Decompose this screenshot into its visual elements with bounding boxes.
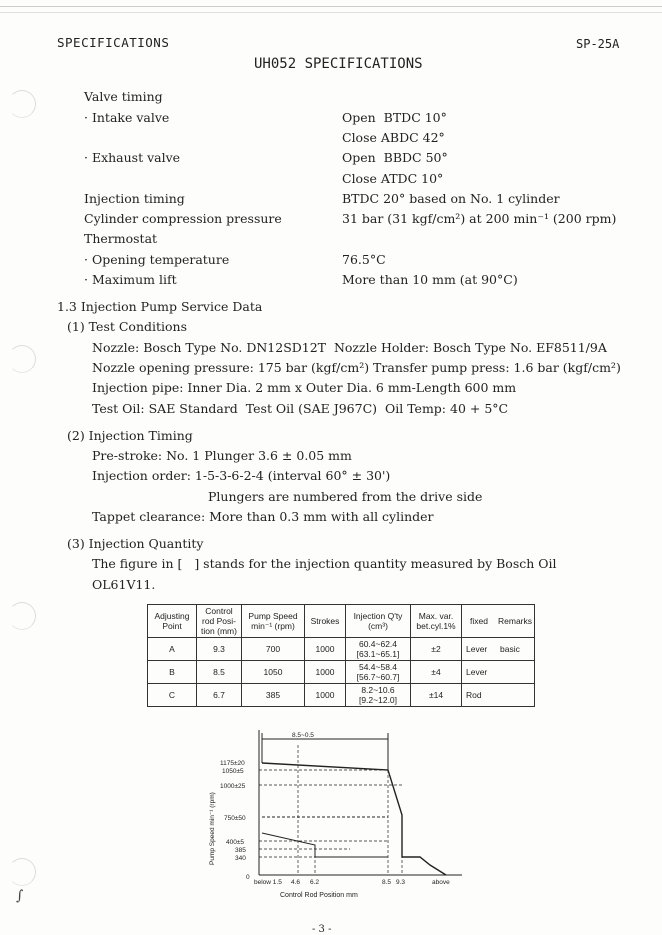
header-left: SPECIFICATIONS	[57, 35, 170, 50]
cell-remarks	[496, 661, 535, 684]
qty-oil: [9.2~12.0]	[358, 695, 398, 705]
injection-order-line: Injection order: 1-5-3-6-2-4 (interval 60° ± 30')	[92, 468, 391, 483]
tappet-line: Tappet clearance: More than 0.3 mm with all cylinder	[92, 509, 434, 524]
nozzle-pressure-line: Nozzle opening pressure: 175 bar (kgf/cm²) Transfer pump press: 1.6 bar (kgf/cm²)	[92, 360, 621, 375]
cell-speed: 385	[242, 684, 305, 707]
governor-curve	[262, 763, 446, 875]
y-tick-340: 340	[235, 855, 246, 862]
cell-speed: 1050	[242, 661, 305, 684]
compression-value: 31 bar (31 kgf/cm²) at 200 min⁻¹ (200 rpm)	[342, 211, 617, 226]
max-lift-label: · Maximum lift	[84, 272, 177, 287]
cell-fixed: Lever	[462, 638, 497, 661]
injection-timing-label: Injection timing	[84, 191, 185, 206]
y-tick-1000: 1000±25	[220, 783, 246, 790]
injection-quantity-table	[147, 604, 535, 707]
x-tick-8-5: 8.5	[382, 879, 392, 886]
thermostat-label: Thermostat	[84, 231, 158, 246]
qty-bosch: 54.4~58.4	[358, 662, 398, 672]
page-number: - 3 -	[312, 924, 332, 935]
col-pump-speed: Pump Speed min⁻¹ (rpm)	[242, 605, 305, 638]
opening-temp-value: 76.5°C	[342, 252, 386, 267]
table-row	[148, 684, 535, 707]
table-header-row	[148, 605, 535, 638]
x-tick-below: below 1.5	[254, 879, 282, 886]
test-oil-line: Test Oil: SAE Standard Test Oil (SAE J967C) Oil Temp: 40 + 5°C	[92, 401, 509, 416]
section-heading: 1.3 Injection Pump Service Data	[57, 299, 263, 314]
cell-qty	[346, 661, 411, 684]
col-max-var: Max. var. bet.cyl.1%	[411, 605, 462, 638]
cell-qty	[346, 638, 411, 661]
intake-open-value: Open BTDC 10°	[342, 110, 447, 125]
table-row	[148, 661, 535, 684]
cell-remarks: basic	[496, 638, 535, 661]
cell-point: C	[148, 684, 197, 707]
x-tick-9-3: 9.3	[396, 879, 406, 886]
test-conditions-heading: (1) Test Conditions	[67, 319, 188, 334]
y-tick-400: 400±5	[226, 839, 245, 846]
qty-oil: [56.7~60.7]	[356, 672, 400, 682]
qty-oil: [63.1~65.1]	[356, 649, 400, 659]
prestroke-line: Pre-stroke: No. 1 Plunger 3.6 ± 0.05 mm	[92, 448, 352, 463]
cell-fixed: Lever	[462, 661, 497, 684]
injection-timing-value: BTDC 20° based on No. 1 cylinder	[342, 191, 560, 206]
col-adjusting-point: Adjusting Point	[148, 605, 197, 638]
handwritten-mark: ∫	[16, 888, 24, 904]
exhaust-open-value: Open BBDC 50°	[342, 150, 448, 165]
col-strokes: Strokes	[305, 605, 346, 638]
injection-pipe-line: Injection pipe: Inner Dia. 2 mm x Outer Dia. 6 mm-Length 600 mm	[92, 380, 517, 395]
lower-curve	[262, 833, 388, 857]
punch-hole	[8, 345, 36, 373]
x-axis-label: Control Rod Position mm	[280, 892, 358, 899]
cell-point: B	[148, 661, 197, 684]
cell-qty	[346, 684, 411, 707]
cell-rod: 9.3	[197, 638, 242, 661]
cell-strokes: 1000	[305, 638, 346, 661]
nozzle-line: Nozzle: Bosch Type No. DN12SD12T Nozzle Holder: Bosch Type No. EF8511/9A	[92, 340, 607, 355]
injection-timing-heading: (2) Injection Timing	[67, 428, 193, 443]
punch-hole	[8, 90, 36, 118]
y-tick-750: 750±50	[224, 815, 246, 822]
x-tick-above: above	[432, 879, 450, 886]
injection-quantity-heading: (3) Injection Quantity	[67, 536, 204, 551]
opening-temp-label: · Opening temperature	[84, 252, 230, 267]
col-injection-qty: Injection Q'ty (cm³)	[346, 605, 411, 638]
cell-fixed: Rod	[462, 684, 497, 707]
col-control-rod: Control rod Posi-tion (mm)	[197, 605, 242, 638]
governor-graph	[200, 725, 470, 905]
valve-timing-heading: Valve timing	[84, 89, 163, 104]
dimension-label: 8.5~0.5	[292, 732, 314, 739]
top-rule	[0, 12, 662, 13]
table-row	[148, 638, 535, 661]
cell-strokes: 1000	[305, 661, 346, 684]
cell-var: ±4	[411, 661, 462, 684]
cell-point: A	[148, 638, 197, 661]
cell-strokes: 1000	[305, 684, 346, 707]
intake-valve-label: · Intake valve	[84, 110, 170, 125]
plungers-line: Plungers are numbered from the drive side	[208, 489, 483, 504]
y-tick-0: 0	[246, 874, 250, 881]
cell-rod: 6.7	[197, 684, 242, 707]
top-rule	[0, 6, 662, 7]
punch-hole	[8, 858, 36, 886]
y-tick-385: 385	[235, 847, 246, 854]
max-lift-value: More than 10 mm (at 90°C)	[342, 272, 518, 287]
compression-label: Cylinder compression pressure	[84, 211, 282, 226]
page-title: UH052 SPECIFICATIONS	[254, 56, 423, 72]
cell-speed: 700	[242, 638, 305, 661]
x-tick-6-2: 6.2	[310, 879, 320, 886]
header-right: SP-25A	[576, 37, 620, 51]
x-tick-4-6: 4.6	[291, 879, 301, 886]
figure-note-line-2: OL61V11.	[92, 577, 156, 592]
y-tick-1175: 1175±20	[220, 760, 245, 767]
exhaust-close-value: Close ATDC 10°	[342, 171, 444, 186]
exhaust-valve-label: · Exhaust valve	[84, 150, 181, 165]
intake-close-value: Close ABDC 42°	[342, 130, 445, 145]
cell-var: ±14	[411, 684, 462, 707]
qty-bosch: 60.4~62.4	[358, 639, 398, 649]
cell-rod: 8.5	[197, 661, 242, 684]
punch-hole	[8, 602, 36, 630]
col-remarks: Remarks	[496, 605, 535, 638]
figure-note-line-1: The figure in [ ] stands for the injection quantity measured by Bosch Oil	[92, 556, 557, 571]
cell-remarks	[496, 684, 535, 707]
y-axis-label: Pump Speed min⁻¹ (rpm)	[209, 792, 216, 865]
qty-bosch: 8.2~10.6	[361, 685, 395, 695]
cell-var: ±2	[411, 638, 462, 661]
col-fixed: fixed	[462, 605, 497, 638]
y-tick-1050: 1050±5	[222, 768, 244, 775]
